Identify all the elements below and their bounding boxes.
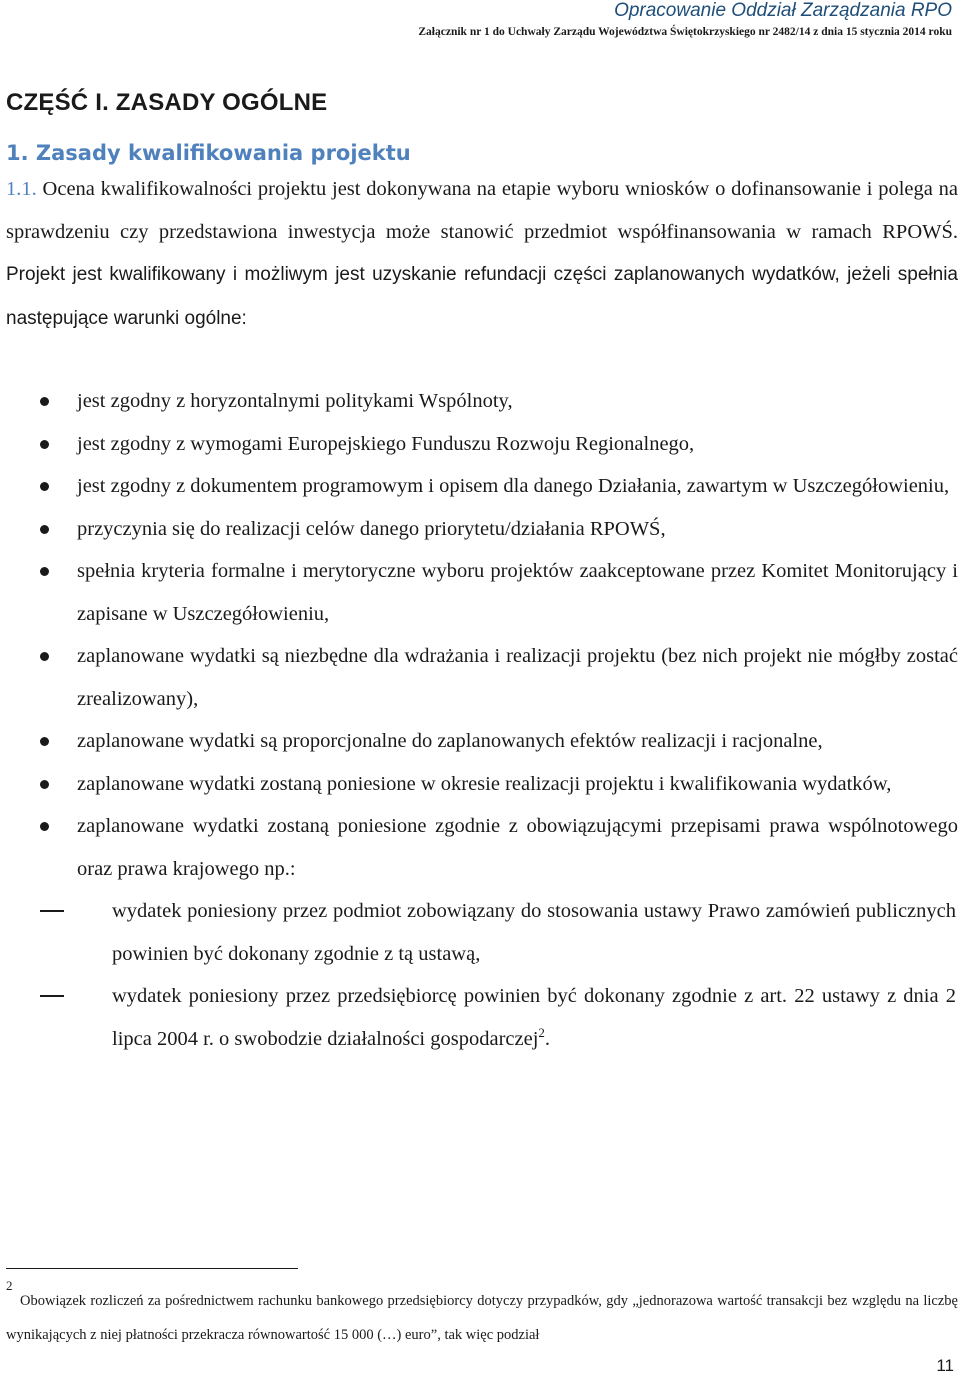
sub-list — [0, 890, 958, 1060]
sub-list-item — [0, 975, 958, 1060]
sub-list-item-end: . — [544, 1027, 551, 1050]
list-item-text: jest zgodny z wymogami Europejskiego Funduszu Rozwoju Regionalnego, — [77, 432, 695, 455]
intro-text-b: Projekt jest kwalifikowany i możliwym jest uzyskanie refundacji części zaplanowanych wydatków, jeżeli spełnia następujące warunki ogólne: — [6, 264, 958, 329]
page-number: 11 — [936, 1356, 954, 1375]
part-heading: CZĘŚĆ I. ZASADY OGÓLNE — [6, 89, 328, 116]
intro-text-a: Ocena kwalifikowalności projektu jest dokonywana na etapie wyboru wniosków o dofinansowanie i polega na sprawdzeniu czy przedstawiona inwestycja może stanowić przedmiot współfinansowania w ramach RPOWŚ. — [6, 178, 959, 243]
bullet-icon — [40, 822, 49, 831]
bullet-icon — [40, 440, 49, 449]
bullet-icon — [40, 525, 49, 534]
list-item — [0, 805, 960, 1060]
sub-list-item — [0, 890, 958, 975]
bullet-icon — [40, 780, 49, 789]
list-item-text: zaplanowane wydatki zostaną poniesione zgodnie z obowiązującymi przepisami prawa wspólnotowego oraz prawa krajowego np.: — [77, 815, 958, 880]
list-item — [0, 423, 960, 466]
list-item — [0, 720, 960, 763]
bullet-icon — [40, 482, 49, 491]
list-item-text: spełnia kryteria formalne i merytoryczne wyboru projektów zaakceptowane przez Komitet Monitorujący i zapisane w Uszczegółowieniu, — [77, 560, 958, 625]
footnote-reference: 2 — [538, 1024, 545, 1040]
list-item-text: jest zgodny z horyzontalnymi politykami Wspólnoty, — [77, 390, 513, 412]
list-item-text: zaplanowane wydatki są proporcjonalne do zaplanowanych efektów realizacji i racjonalne, — [77, 730, 823, 752]
header-title: Opracowanie Oddział Zarządzania RPO — [614, 0, 952, 21]
footnote-text: Obowiązek rozliczeń za pośrednictwem rachunku bankowego przedsiębiorcy dotyczy przypadków, gdy „jednorazowa wartość transakcji bez względu na liczbę wynikających z niej płatności przekracza równowartość 15 000 (…) euro”, tak więc podział — [6, 1293, 958, 1343]
footnote-number: 2 — [6, 1278, 13, 1293]
sub-list-item-text: wydatek poniesiony przez przedsiębiorcę powinien być dokonany zgodnie z art. 22 ustawy z dnia 2 lipca 2004 r. o swobodzie działalności gospodarczej — [112, 985, 956, 1050]
conditions-list — [0, 380, 960, 1060]
list-item-text: zaplanowane wydatki są niezbędne dla wdrażania i realizacji projektu (bez nich projekt nie mógłby zostać zrealizowany), — [77, 645, 958, 710]
list-item — [0, 550, 960, 635]
list-item-text: przyczynia się do realizacji celów danego priorytetu/działania RPOWŚ, — [77, 517, 666, 540]
footnote-separator — [6, 1268, 298, 1269]
section-heading: 1. Zasady kwalifikowania projektu — [6, 141, 411, 165]
list-item-text: zaplanowane wydatki zostaną poniesione w okresie realizacji projektu i kwalifikowania wydatków, — [77, 772, 892, 795]
bullet-icon — [40, 397, 49, 406]
list-item — [0, 465, 960, 508]
list-item — [0, 763, 960, 806]
dash-icon — [40, 995, 64, 997]
bullet-icon — [40, 737, 49, 746]
list-item — [0, 508, 960, 551]
header-subtitle: Załącznik nr 1 do Uchwały Zarządu Województwa Świętokrzyskiego nr 2482/14 z dnia 15 stycznia 2014 roku — [418, 26, 952, 38]
list-item — [0, 635, 960, 720]
sub-list-item-text: wydatek poniesiony przez podmiot zobowiązany do stosowania ustawy Prawo zamówień publicznych powinien być dokonany zgodnie z tą ustawą, — [112, 900, 956, 965]
bullet-icon — [40, 652, 49, 661]
intro-paragraph — [6, 168, 958, 340]
dash-icon — [40, 910, 64, 912]
list-item-text: jest zgodny z dokumentem programowym i opisem dla danego Działania, zawartym w Uszczegółowieniu, — [77, 475, 950, 497]
list-item — [0, 380, 960, 423]
bullet-icon — [40, 567, 49, 576]
intro-number: 1.1. — [6, 178, 37, 200]
